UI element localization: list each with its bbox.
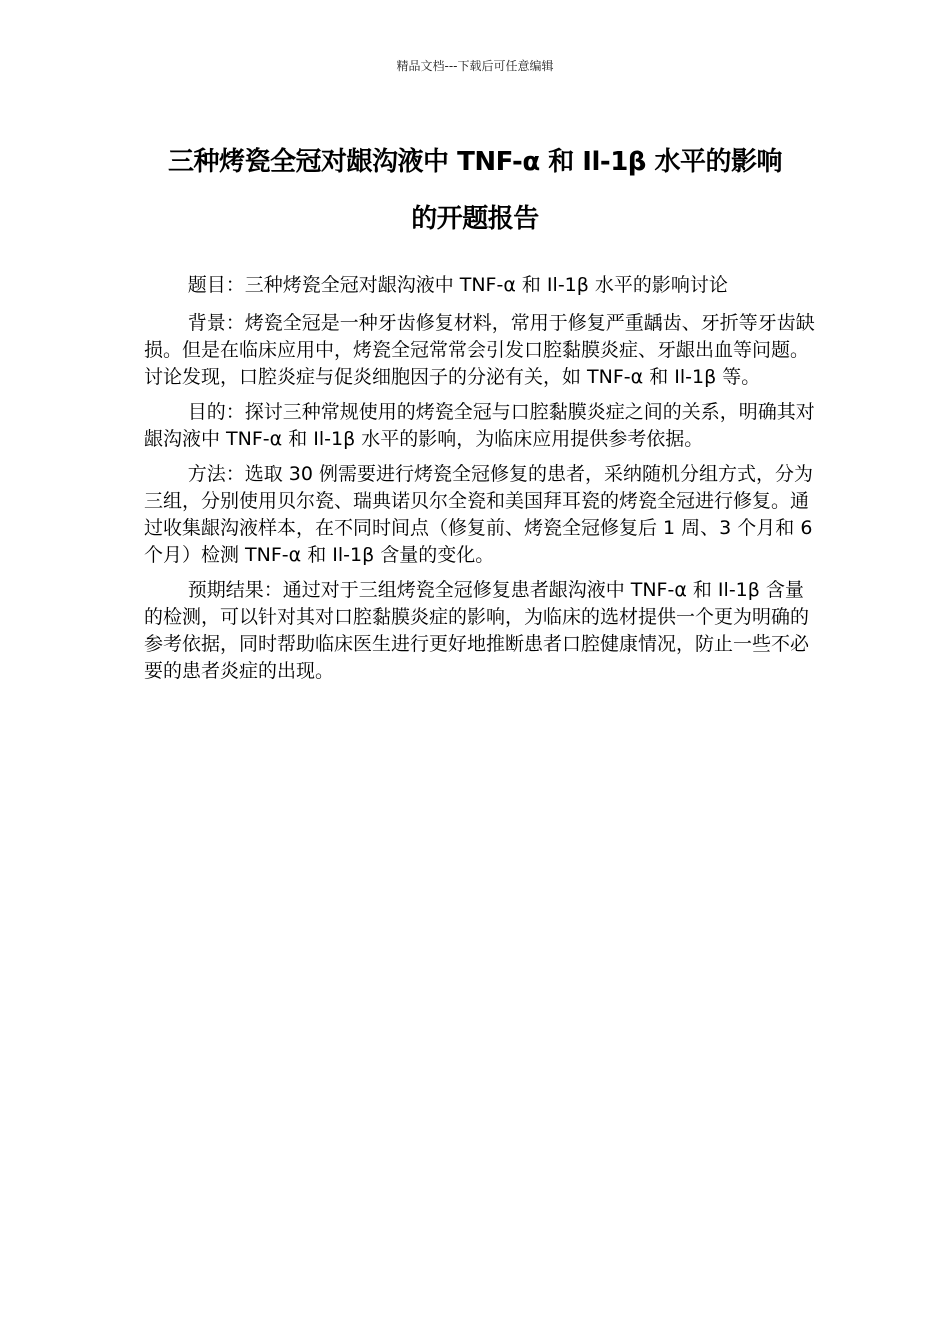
document-title [130, 134, 820, 248]
header-note: 精品文档---下载后可任意编辑 [396, 59, 554, 73]
paragraph-method: 方法：选取 30 例需要进行烤瓷全冠修复的患者，采纳随机分组方式，分为三组，分别使用贝尔瓷、瑞典诺贝尔全瓷和美国拜耳瓷的烤瓷全冠进行修复。通过收集龈沟液样本，在不同时间点（修复前、烤瓷全冠修复后 1 周、3 个月和 6 个月）检测 TNF-α 和 Il-1β 含量的变化。 [144, 463, 813, 566]
document-body [144, 272, 816, 693]
title-line-1: 三种烤瓷全冠对龈沟液中 TNF-α 和 Il-1β 水平的影响 [168, 147, 782, 177]
paragraph-topic: 题目：三种烤瓷全冠对龈沟液中 TNF-α 和 Il-1β 水平的影响讨论 [187, 274, 728, 296]
title-line-2: 的开题报告 [411, 204, 539, 234]
paragraph-background: 背景：烤瓷全冠是一种牙齿修复材料，常用于修复严重龋齿、牙折等牙齿缺损。但是在临床应用中，烤瓷全冠常常会引发口腔黏膜炎症、牙龈出血等问题。讨论发现，口腔炎症与促炎细胞因子的分泌有关，如 TNF-α 和 Il-1β 等。 [144, 312, 815, 388]
paragraph-expected-results: 预期结果：通过对于三组烤瓷全冠修复患者龈沟液中 TNF-α 和 Il-1β 含量的检测，可以针对其对口腔黏膜炎症的影响，为临床的选材提供一个更为明确的参考依据，同时帮助临床医生进行更好地推断患者口腔健康情况，防止一些不必要的患者炎症的出现。 [144, 579, 810, 682]
paragraph-objective: 目的：探讨三种常规使用的烤瓷全冠与口腔黏膜炎症之间的关系，明确其对龈沟液中 TNF-α 和 Il-1β 水平的影响，为临床应用提供参考依据。 [144, 401, 815, 450]
